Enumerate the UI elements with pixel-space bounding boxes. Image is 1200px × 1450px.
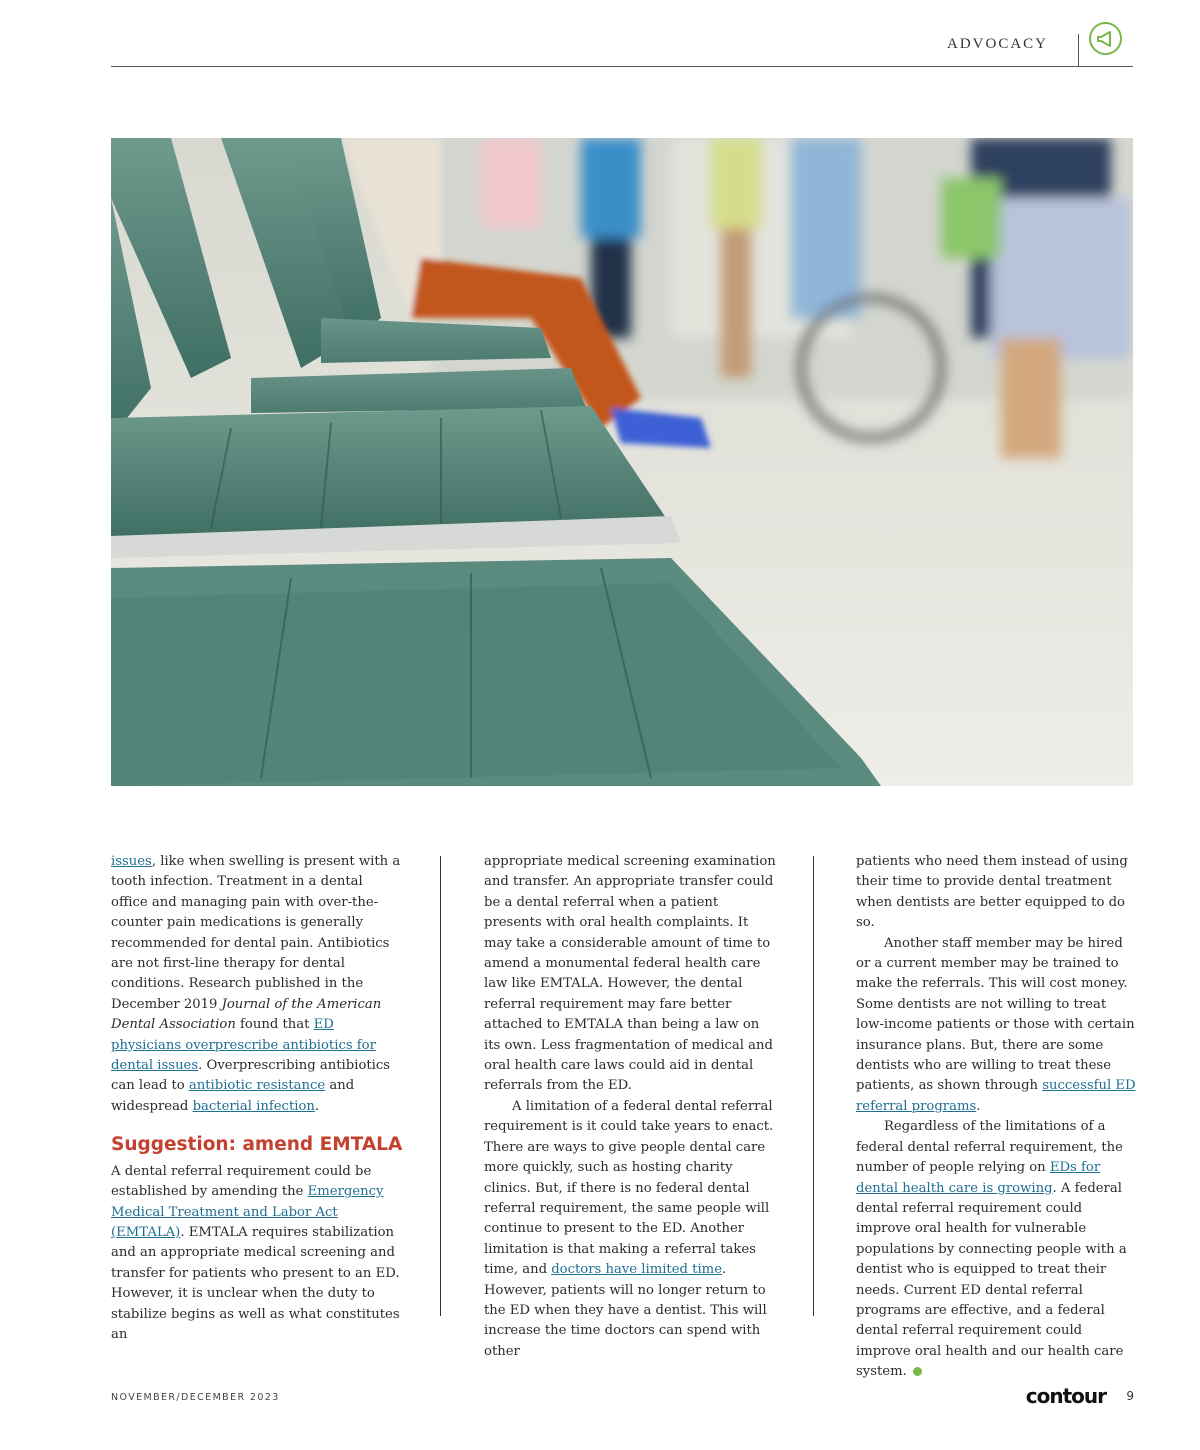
column-2 <box>484 852 776 1362</box>
end-mark-icon <box>913 1367 922 1376</box>
page-number: 9 <box>1126 1389 1134 1403</box>
inline-link[interactable]: Emergency Medical Treatment and Labor Act (EMTALA) <box>111 1184 384 1240</box>
col1-paragraph-2 <box>111 1162 403 1346</box>
column-1 <box>111 852 403 1345</box>
body-text: . However, patients will no longer return to the ED when they have a dentist. This will increase the time doctors can spend with other <box>484 1262 767 1359</box>
inline-link[interactable]: ED physicians overprescribe antibiotics for dental issues <box>111 1017 376 1074</box>
section-heading: Suggestion: amend EMTALA <box>111 1134 403 1156</box>
body-text: . Overprescribing antibiotics can lead to <box>111 1058 391 1094</box>
col1-paragraph-1 <box>111 852 403 1117</box>
body-text: appropriate medical screening examination and transfer. An appropriate transfer could be a dental referral when a patient presents with oral health complaints. It may take a considerable amount of time to amend a monumental federal health care law like EMTALA. However, the dental referral requirement may fare better attached to EMTALA than being a law on its own. Less fragmentation of medical and oral health care laws could aid in dental referrals from the ED. <box>484 854 776 1094</box>
body-text: Another staff member may be hired or a current member may be trained to make the referrals. This will cost money. Some dentists are not willing to treat low-income patients or those with certain insurance plans. But, there are some dentists who are willing to treat these patients, as shown through <box>856 935 1135 1094</box>
header-divider <box>1078 34 1079 67</box>
inline-link[interactable]: EDs for <box>1049 1160 1101 1176</box>
body-text: . EMTALA requires stabilization and an appropriate medical screening and transfer for patients who present to an ED. However, it is unclear when the duty to stabilize begins as well as what constitutes an <box>111 1224 400 1342</box>
inline-link[interactable]: antibiotic resistance <box>188 1078 326 1094</box>
body-text: . <box>314 1098 320 1114</box>
body-text: A dental referral requirement could be established by amending the <box>111 1163 372 1200</box>
header-rule <box>111 66 1133 67</box>
inline-link[interactable]: issues <box>111 854 152 869</box>
body-text: Regardless of the limitations of a federal dental referral requirement, the number of people relying on <box>856 1119 1123 1176</box>
inline-link[interactable]: bacterial infection <box>192 1098 315 1114</box>
col3-paragraph-1 <box>856 852 1136 934</box>
inline-link[interactable]: dental health care is growing <box>856 1180 1053 1196</box>
col2-paragraph-1 <box>484 852 776 1097</box>
footer-date: NOVEMBER/DECEMBER 2023 <box>111 1392 280 1403</box>
body-text: patients who need them instead of using their time to provide dental treatment when dentists are better equipped to do so. <box>856 854 1128 931</box>
col3-paragraph-3 <box>856 1117 1136 1382</box>
column-separator <box>813 856 814 1316</box>
inline-link[interactable]: successful ED referral programs <box>856 1078 1136 1114</box>
body-text: , like when swelling is present with a tooth infection. Treatment in a dental office and managing pain with over-the-counter pain medications is generally recommended for dental pain. Antibiotics are not first-line therapy for dental conditions. Research published in the December 2019 <box>111 854 401 1012</box>
col3-paragraph-2 <box>856 934 1136 1118</box>
brand-logo: contour <box>1025 1384 1106 1408</box>
section-label: ADVOCACY <box>946 36 1048 52</box>
col2-paragraph-2 <box>484 1097 776 1362</box>
journal-title: Journal of the American Dental Association <box>111 996 382 1033</box>
inline-link[interactable]: doctors have limited time <box>551 1262 722 1278</box>
body-text: and widespread <box>111 1078 355 1114</box>
body-text: A limitation of a federal dental referral requirement is it could take years to enact. There are ways to give people dental care more quickly, such as hosting charity clinics. But, if there is no federal dental referral requirement, the same people will continue to present to the ED. Another limitation is that making a referral takes time, and <box>484 1098 774 1278</box>
column-3 <box>856 852 1136 1383</box>
body-text: . A federal dental referral requirement could improve oral health for vulnerable populations by connecting people with a dentist who is equipped to treat their needs. Current ED dental referral programs are effective, and a federal dental referral requirement could improve oral health and our health care system. <box>856 1180 1127 1380</box>
column-separator <box>440 856 441 1316</box>
waiting-room-photo <box>111 138 1133 786</box>
megaphone-icon <box>1089 22 1122 55</box>
body-text: found that <box>235 1017 314 1033</box>
body-text: . <box>976 1098 981 1114</box>
